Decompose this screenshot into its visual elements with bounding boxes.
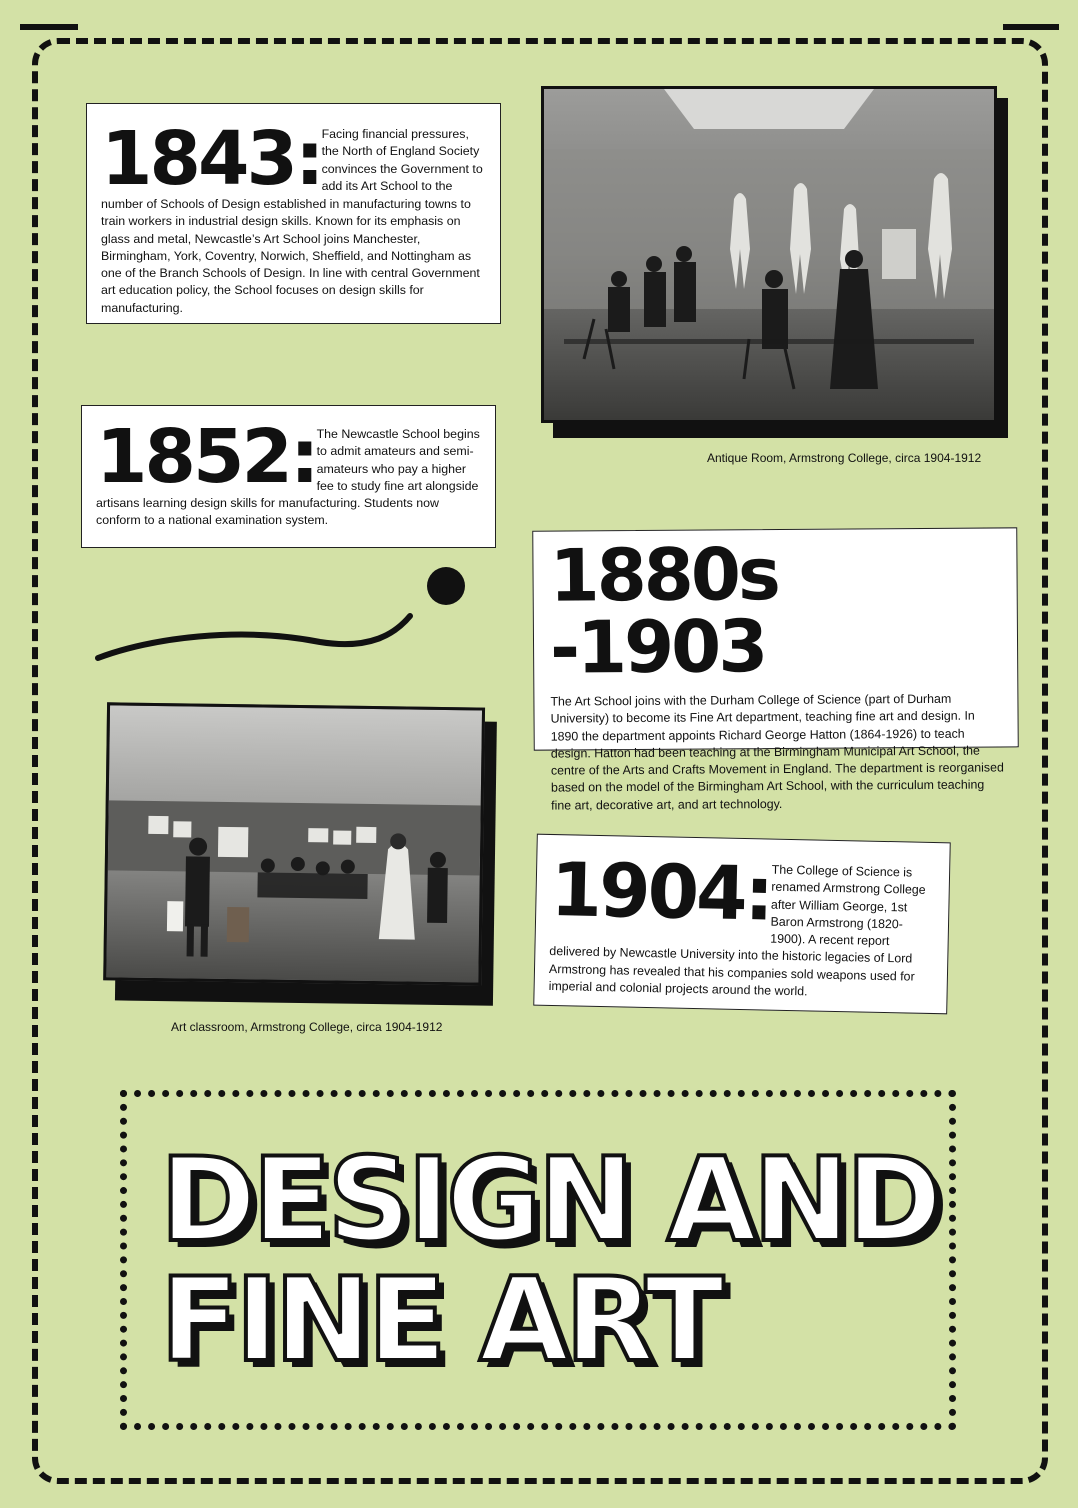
photo-caption: Antique Room, Armstrong College, circa 1904-1912 <box>707 451 982 465</box>
photo-caption: Art classroom, Armstrong College, circa 1904-1912 <box>171 1020 443 1034</box>
swoosh-decoration <box>90 560 480 670</box>
year-heading: 1843: <box>101 116 322 202</box>
event-card-1843 <box>86 103 501 324</box>
photo-image <box>103 702 485 985</box>
lead-text: Facing financial pressures, the North of England Society convinces the Government to add its Art School to the <box>321 127 483 193</box>
event-text: artisans learning design skills for manufacturing. Students now conform to a national examination system. <box>96 496 439 528</box>
title-line-1: DESIGN AND <box>160 1133 939 1268</box>
year-heading: 1880s -1903 <box>549 531 779 690</box>
event-card-1904 <box>533 834 951 1015</box>
lead-text: The College of Science is renamed Armstrong College after William George, 1st Baron Armstrong (1820-1900). A recent report <box>770 862 926 949</box>
year-1852-block <box>96 414 317 500</box>
event-text: number of Schools of Design established in manufacturing towns to train workers in industrial design skills. Known for its emphasis on glass and metal, Newcastle’s Art School joins Manchester, Birmingham, York, Coventry, Norwich, Sheffield, and Nottingham as one of the Branch Schools of Design. In line with central Government art education policy, the School focuses on design skills for manufacturing. <box>101 197 480 315</box>
event-card-1880s-1903 <box>532 527 1019 813</box>
art-classroom-photo <box>103 702 497 1005</box>
event-text: delivered by Newcastle University into the historic legacies of Lord Armstrong has revealed that his companies sold weapons used for imperial and colonial projects around the world. <box>548 944 915 999</box>
year-1843-block <box>101 116 322 202</box>
art-classroom-illustration <box>106 705 482 982</box>
antique-room-illustration <box>544 89 994 420</box>
event-card-1852 <box>81 405 496 548</box>
year-1904-block <box>549 846 773 938</box>
event-text: The Art School joins with the Durham College of Science (part of Durham University) to become its Fine Art department, teaching fine art and design. In 1890 the department appoints Richard George Hatton (1864-1926) to teach design. Hatton had been teaching at the Birmingham Municipal Art School, the centre of the Arts and Crafts Movement in England. The department is reorganised based on the model of the Birmingham Art School, with the curriculum teaching fine art, decorative art, and art technology. <box>550 691 1004 813</box>
year-heading: 1904: <box>549 846 773 938</box>
year-heading: 1852: <box>96 414 317 500</box>
corner-tick-top-right <box>1003 24 1059 30</box>
photo-image <box>541 86 997 423</box>
lead-text: The Newcastle School begins to admit amateurs and semi-amateurs who pay a higher fee to study fine art alongside <box>316 427 480 493</box>
title-line-2: FINE ART <box>160 1253 721 1388</box>
corner-tick-top-left <box>20 24 78 30</box>
antique-room-photo <box>541 86 1008 438</box>
